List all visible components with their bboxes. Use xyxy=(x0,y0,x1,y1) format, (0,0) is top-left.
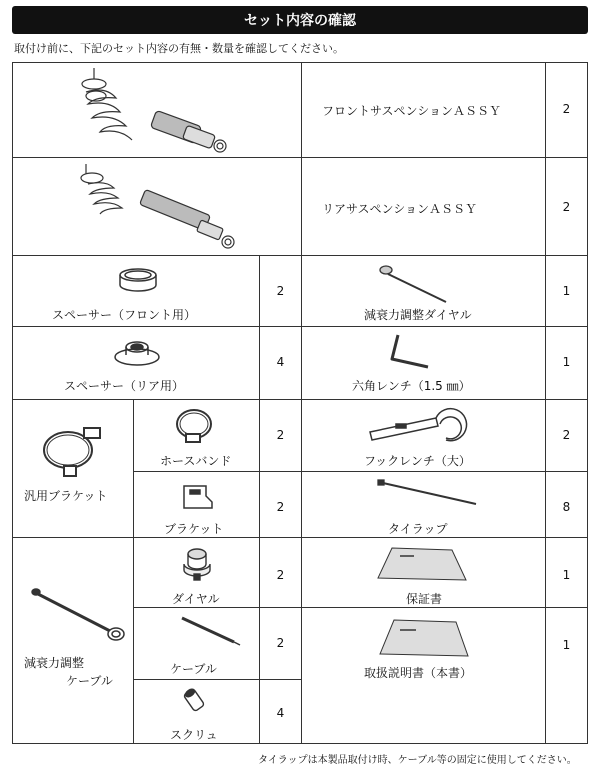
hook-wrench-cell xyxy=(302,400,546,472)
rear-suspension-qty-cell xyxy=(546,158,588,256)
spacer-front-label: スペーサー（フロント用） xyxy=(52,308,197,322)
front-suspension-label: フロントサスペンションＡＳＳＹ xyxy=(322,104,501,118)
warranty-icon xyxy=(374,546,470,582)
tie-wrap-qty-cell xyxy=(546,472,588,538)
damping-dial-qty: 1 xyxy=(562,284,571,298)
manual-qty: 1 xyxy=(562,638,571,652)
general-bracket-label: 汎用ブラケット xyxy=(24,489,108,503)
hex-wrench-qty-cell xyxy=(546,327,588,400)
rear-suspension-label: リアサスペンションＡＳＳＹ xyxy=(322,202,477,216)
spacer-front-cell xyxy=(12,256,260,327)
warranty-cell xyxy=(302,538,546,608)
damping-dial-qty-cell xyxy=(546,256,588,327)
screw-cell xyxy=(134,680,260,744)
dial-qty-cell xyxy=(260,538,302,608)
cable-qty-cell xyxy=(260,608,302,680)
contents-table xyxy=(12,62,588,744)
spacer-rear-label: スペーサー（リア用） xyxy=(64,379,185,393)
hook-wrench-icon xyxy=(366,404,476,448)
rear-suspension-qty: 2 xyxy=(562,200,571,214)
damping-cable-cell xyxy=(12,538,134,744)
page-title: セット内容の確認 xyxy=(12,6,588,34)
hex-wrench-cell xyxy=(302,327,546,400)
tie-wrap-qty: 8 xyxy=(562,500,571,514)
hook-wrench-qty: 2 xyxy=(562,428,571,442)
warranty-qty-cell xyxy=(546,538,588,608)
spacer-front-qty-cell xyxy=(260,256,302,327)
damping-cable-label-line2: ケーブル xyxy=(66,674,113,688)
tie-wrap-icon xyxy=(376,478,480,508)
hex-wrench-icon xyxy=(388,333,438,373)
screw-label: スクリュ xyxy=(170,728,218,742)
spacer-rear-qty-cell xyxy=(260,327,302,400)
warranty-qty: 1 xyxy=(562,568,571,582)
hose-band-icon xyxy=(172,404,216,444)
rear-suspension-icon xyxy=(70,162,240,252)
hex-wrench-label: 六角レンチ（1.5 ㎜） xyxy=(352,379,471,393)
screw-icon xyxy=(182,686,212,716)
front-suspension-name-cell xyxy=(302,62,546,158)
manual-icon xyxy=(376,618,472,658)
spacer-front-icon xyxy=(116,266,160,296)
cable-cell xyxy=(134,608,260,680)
rear-suspension-image-cell xyxy=(12,158,302,256)
tie-wrap-cell xyxy=(302,472,546,538)
front-suspension-qty-cell xyxy=(546,62,588,158)
bracket-qty: 2 xyxy=(276,500,285,514)
hose-band-qty-cell xyxy=(260,400,302,472)
manual-label: 取扱説明書（本書） xyxy=(364,666,473,680)
spacer-rear-icon xyxy=(112,335,162,369)
damping-cable-label-line1: 減衰力調整 xyxy=(24,656,85,670)
damping-cable-icon xyxy=(30,586,126,642)
manual-qty-cell xyxy=(546,608,588,744)
hook-wrench-label: フックレンチ（大） xyxy=(364,454,471,468)
cable-icon xyxy=(178,614,244,648)
tie-wrap-label: タイラップ xyxy=(388,522,448,536)
screw-qty: 4 xyxy=(276,706,285,720)
front-suspension-qty: 2 xyxy=(562,102,571,116)
hook-wrench-qty-cell xyxy=(546,400,588,472)
dial-label: ダイヤル xyxy=(172,592,220,606)
cable-qty: 2 xyxy=(276,636,285,650)
intro-text: 取付け前に、下記のセット内容の有無・数量を確認してください。 xyxy=(14,42,344,55)
spacer-rear-cell xyxy=(12,327,260,400)
bracket-icon xyxy=(180,482,216,510)
manual-cell xyxy=(302,608,546,744)
screw-qty-cell xyxy=(260,680,302,744)
front-suspension-image-cell xyxy=(12,62,302,158)
bracket-label: ブラケット xyxy=(164,522,224,536)
hose-band-cell xyxy=(134,400,260,472)
dial-qty: 2 xyxy=(276,568,285,582)
hex-wrench-qty: 1 xyxy=(562,355,571,369)
spacer-front-qty: 2 xyxy=(276,284,285,298)
general-bracket-icon xyxy=(38,420,108,480)
damping-dial-label: 減衰力調整ダイヤル xyxy=(364,308,472,322)
dial-cell xyxy=(134,538,260,608)
general-bracket-cell xyxy=(12,400,134,538)
hose-band-label: ホースバンド xyxy=(160,454,232,468)
hose-band-qty: 2 xyxy=(276,428,285,442)
spacer-rear-qty: 4 xyxy=(276,355,285,369)
damping-dial-icon xyxy=(376,262,456,306)
footnote: タイラップは本製品取付け時、ケーブル等の固定に使用してください。 xyxy=(258,755,577,766)
warranty-label: 保証書 xyxy=(406,592,443,606)
cable-label: ケーブル xyxy=(170,662,217,676)
rear-suspension-name-cell xyxy=(302,158,546,256)
bracket-cell xyxy=(134,472,260,538)
dial-icon xyxy=(180,546,214,582)
bracket-qty-cell xyxy=(260,472,302,538)
damping-dial-cell xyxy=(302,256,546,327)
front-suspension-icon xyxy=(72,66,232,154)
